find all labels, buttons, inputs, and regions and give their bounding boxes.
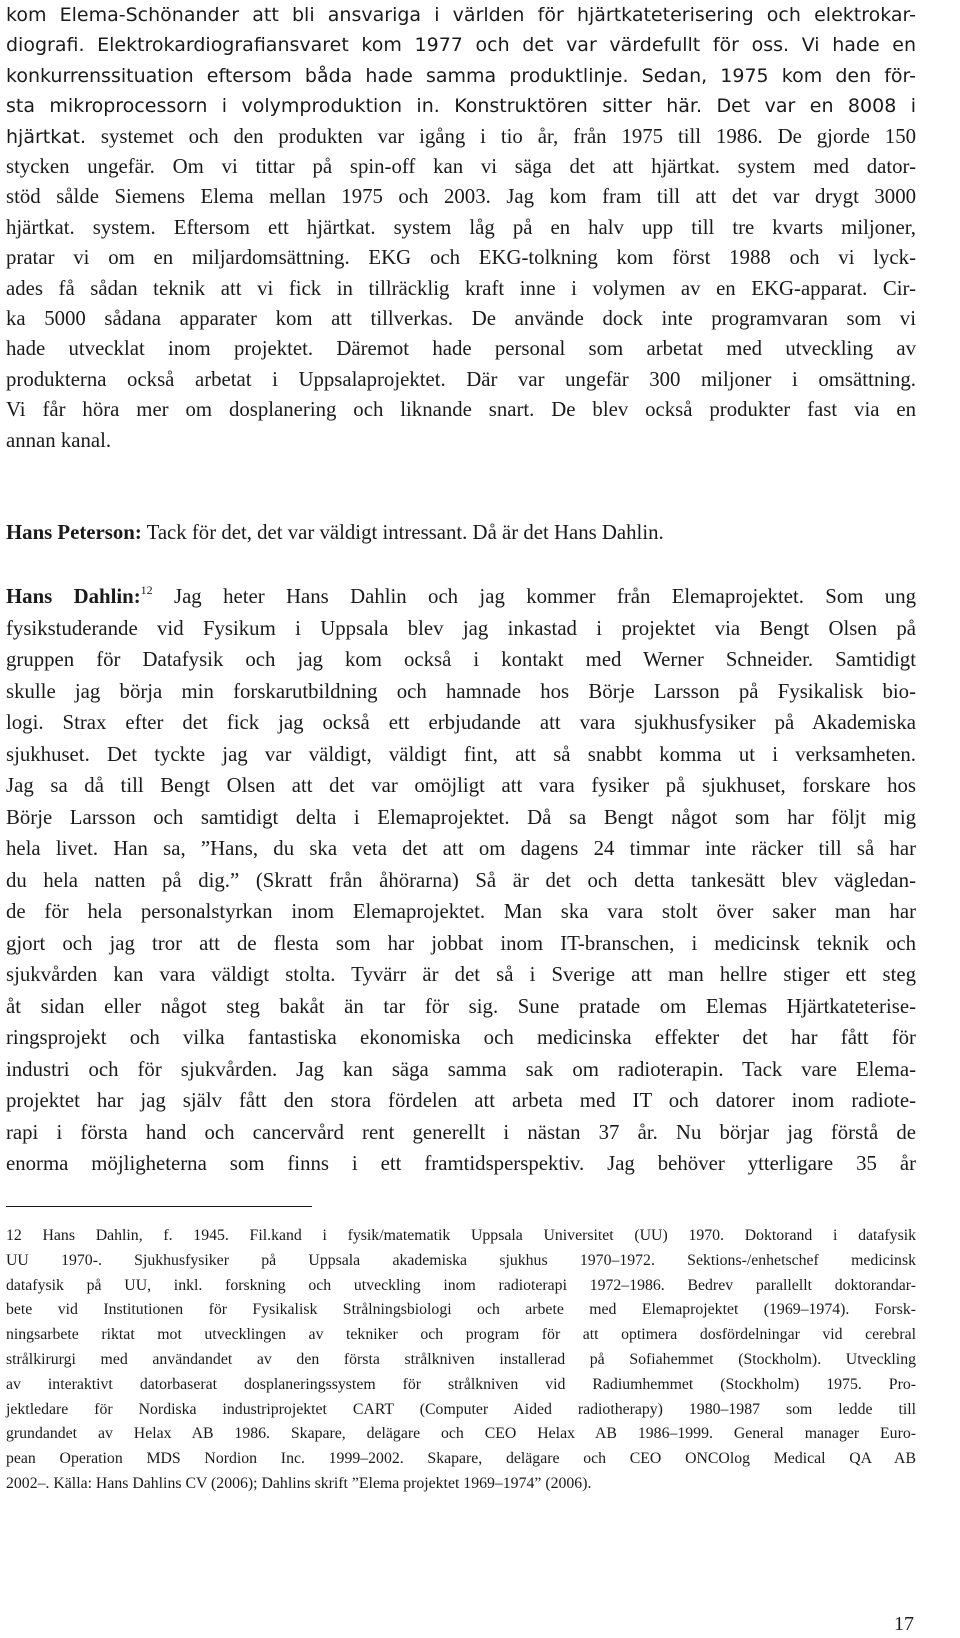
footnote-line: 2002–. Källa: Hans Dahlins CV (2006); Dahlins skrift ”Elema projektet 1969–1974” (2006). [6,1475,592,1492]
footnote-number: 12 [6,1227,22,1244]
text-line: rapi i första hand och cancervård rent generellt i nästan 37 år. Nu börjar jag förstå de [6,1121,916,1144]
text-line: Hans Dahlin:$^{12}$ Jag heter Hans Dahlin och jag kommer från Elemaprojektet. Som ung [6,583,916,608]
footnote-line: 12 Hans Dahlin, f. 1945. Fil.kand i fysik/matematik Uppsala Universitet (UU) 1970. Doktorand i datafysik [6,1227,916,1244]
footnote-line: UU 1970-. Sjukhusfysiker på Uppsala akademiska sjukhus 1970–1972. Sektions-/enhetschef medicinsk [6,1252,916,1269]
text-line: sjukvården kan vara väldigt stolta. Tyvärr är det så i Sverige att man hellre stiger ett steg [6,963,916,986]
text-line: hade utvecklat inom projektet. Däremot hade personal som arbetat med utveckling av [6,337,916,360]
text-line: Börje Larsson och samtidigt delta i Elemaprojektet. Då sa Bengt något som har följt mig [6,806,916,829]
text-line: industri och för sjukvården. Jag kan säga samma sak om radioterapin. Tack vare Elema- [6,1058,916,1081]
text-line: enorma möjligheterna som finns i ett framtidsperspektiv. Jag behöver ytterligare 35 år [6,1152,916,1175]
text-line: hjärtkat. systemet och den produkten var igång i tio år, från 1975 till 1986. De gjorde 150 [6,125,916,148]
page-number: 17 [894,1613,914,1635]
text-line: gruppen för Datafysik och jag kom också i kontakt med Werner Schneider. Samtidigt [6,648,916,671]
footnote-line: bete vid Institutionen för Fysikalisk Strålningsbiologi och arbete med Elemaprojektet (1969–1974). Forsk- [6,1301,916,1318]
text-line: kom Elema-Schönander att bli ansvariga i världen för hjärtkateterisering och elektrokar- [6,4,916,26]
text-line: åt sidan eller något steg bakåt än tar för sig. Sune pratade om Elemas Hjärtkateterise- [6,995,916,1018]
footnote-divider [6,1206,312,1207]
footnote-line: ningsarbete riktat mot utvecklingen av tekniker och program för att optimera dosfördelningar vid cerebral [6,1326,916,1343]
text-line: gjort och jag tror att de flesta som har jobbat inom IT-branschen, i medicinsk teknik och [6,932,916,955]
text-line: skulle jag börja min forskarutbildning och hamnade hos Börje Larsson på Fysikalisk bio- [6,680,916,703]
text-line: stöd sålde Siemens Elema mellan 1975 och 2003. Jag kom fram till att det var drygt 3000 [6,185,916,208]
speaker-name: Hans Dahlin: [6,585,141,608]
footnote-line: jektledare för Nordiska industriprojektet CART (Computer Aided radiotherapy) 1980–1987 som ledde till [6,1401,916,1418]
text-line: ades få sådan teknik att vi fick in tillräcklig kraft inne i volymen av en EKG-apparat. Cir- [6,277,916,300]
speaker-paragraph-peterson [6,523,916,544]
speech-text: Tack för det, det var väldigt intressant. Då är det Hans Dahlin. [141,521,664,544]
text-line: de för hela personalstyrkan inom Elemaprojektet. Man ska vara stolt över saker man har [6,900,916,923]
text-line: pratar vi om en miljardomsättning. EKG och EKG-tolkning kom först 1988 och vi lyck- [6,246,916,269]
text-line: Vi får höra mer om dosplanering och liknande snart. De blev också produkter fast via en [6,398,916,421]
text-line: konkurrenssituation eftersom båda hade samma produktlinje. Sedan, 1975 kom den för- [6,65,916,87]
text-line: annan kanal. [6,429,112,452]
text-line: projektet har jag själv fått den stora fördelen att arbeta med IT och datorer inom radiote- [6,1089,916,1112]
footnote-line: strålkirurgi med användandet av den första strålkniven installerad på Sofiahemmet (Stockholm). Utveckling [6,1351,916,1368]
text-line: ringsprojekt och vilka fantastiska ekonomiska och medicinska effekter det har fått för [6,1026,916,1049]
footnote-line: grundandet av Helax AB 1986. Skapare, delägare och CEO Helax AB 1986–1999. General manager Euro- [6,1425,916,1442]
footnote-reference: 12 [140,583,153,597]
text-line: diografi. Elektrokardiografiansvaret kom 1977 och det var värdefullt för oss. Vi hade en [6,34,916,56]
text-line: logi. Strax efter det fick jag också ett erbjudande att vara sjukhusfysiker på Akademiska [6,711,916,734]
text-line: sjukhuset. Det tyckte jag var väldigt, väldigt fint, att så snabbt komma ut i verksamheten. [6,743,916,766]
text-line: sta mikroprocessorn i volymproduktion in. Konstruktören sitter här. Det var en 8008 i [6,95,916,117]
footnote-line: datafysik på UU, inkl. forskning och utveckling inom radioterapi 1972–1986. Bedrev parallellt doktorandar- [6,1277,916,1294]
text-line: fysikstuderande vid Fysikum i Uppsala blev jag inkastad i projektet via Bengt Olsen på [6,617,916,640]
text-line: ka 5000 sådana apparater kom att tillverkas. De använde dock inte programvaran som vi [6,307,916,330]
text-line: stycken ungefär. Om vi tittar på spin-off kan vi säga det att hjärtkat. system med dator- [6,155,916,178]
text-line: Jag sa då till Bengt Olsen att det var omöjligt att vara fysiker på sjukhuset, forskare hos [6,774,916,797]
footnote-line: pean Operation MDS Nordion Inc. 1999–2002. Skapare, delägare och CEO ONCOlog Medical QA AB [6,1450,916,1467]
speaker-name: Hans Peterson: [6,521,142,544]
text-line: produkterna också arbetat i Uppsalaprojektet. Där var ungefär 300 miljoner i omsättning. [6,368,916,391]
footnote-line: av interaktivt datorbaserat dosplaneringssystem för strålkniven vid Radiumhemmet (Stockholm) 1975. Pro- [6,1376,916,1393]
text-line: hjärtkat. system. Eftersom ett hjärtkat. system låg på en halv upp till tre kvarts miljoner, [6,216,916,239]
text-line: du hela natten på dig.” (Skratt från åhörarna) Så är det och detta tankesätt blev vägledan- [6,869,916,892]
text-line: hela livet. Han sa, ”Hans, du ska veta det att om dagens 24 timmar inte räcker till så har [6,837,916,860]
